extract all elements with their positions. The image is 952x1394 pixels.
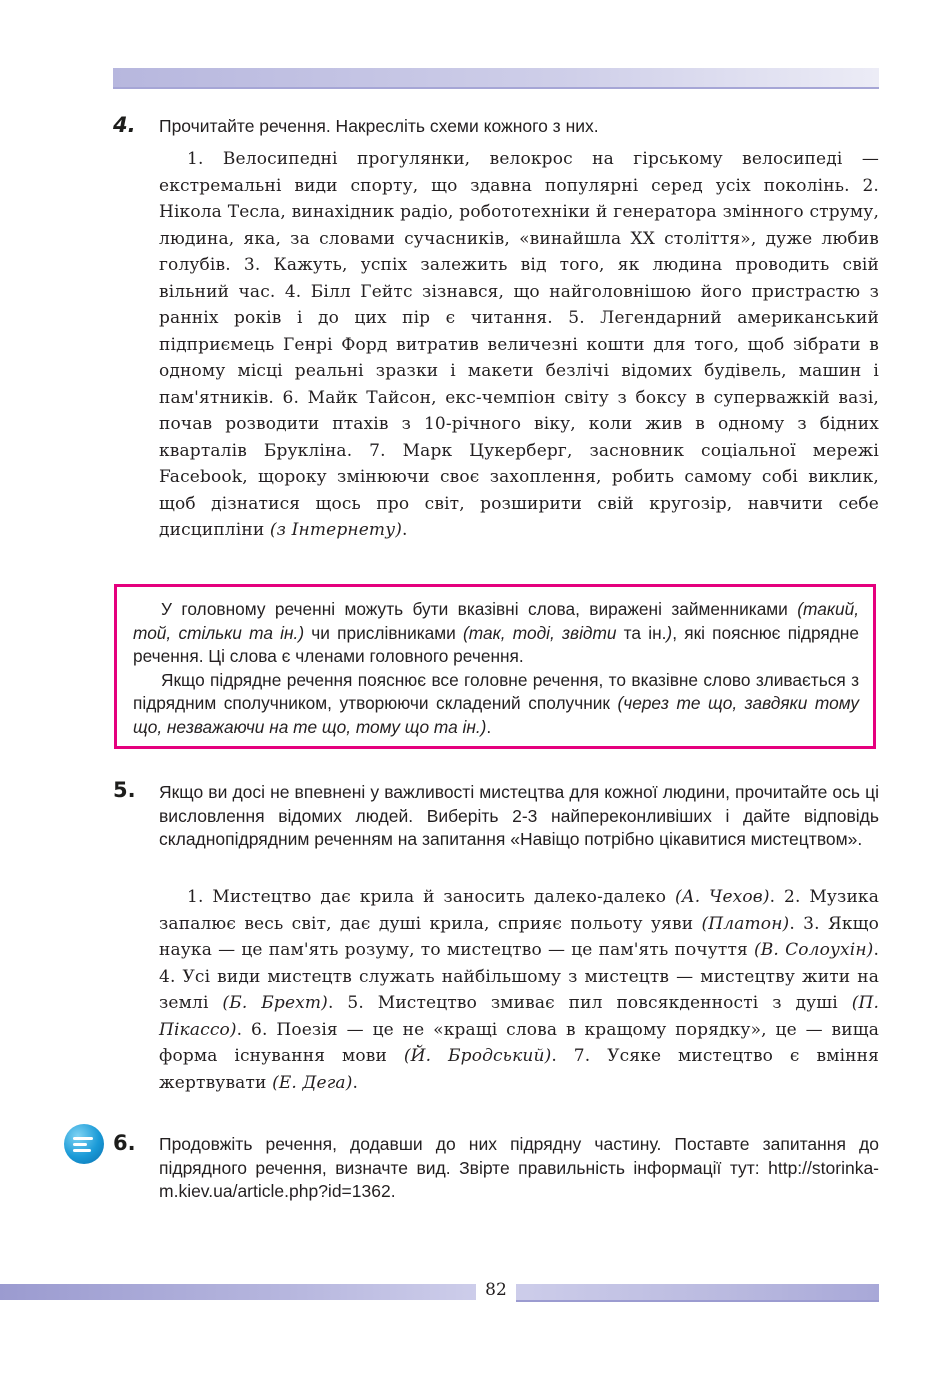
rule-text: та ін.: [616, 622, 667, 643]
quote-text: 1. Мистецтво дає крила й заносить далеко-далеко: [187, 887, 675, 907]
quote-text: . 5. Мистецтво змиває пил повсякденності з душі: [327, 993, 852, 1013]
exercise-4-instruction: Прочитайте речення. Накресліть схеми кожного з них.: [159, 116, 599, 136]
exercise-4-text: [159, 146, 879, 544]
quote-text: . 7. Усяке мистецтво є вміння жертвувати: [159, 1046, 879, 1093]
rule-text: чи прислівниками: [304, 622, 464, 643]
exercise-6-number: 6.: [113, 1131, 136, 1155]
exercise-6-instruction: Продовжіть речення, додавши до них підрядну частину. Поставте запитання до підрядного речення, визначте вид. Звірте правильність інформації тут: http://storinka-m.kiev.ua/article.php?id=1362.: [159, 1134, 879, 1201]
rule-example: (такий, той, стільки та ін.): [133, 599, 859, 643]
rule-text: , які пояснює підрядне речення. Ці слова є членами головного речення.: [133, 622, 859, 666]
quote-author: (Е. Дега): [272, 1072, 353, 1093]
exercise-4-number: 4.: [113, 113, 136, 137]
rule-paragraph-2: [133, 669, 859, 740]
rule-paragraph-1: [133, 598, 859, 669]
rule-text: У головному реченні можуть бути вказівні слова, виражені займенниками: [161, 599, 798, 619]
exercise-4-end: .: [401, 520, 408, 540]
quote-text: . 6. Поезія — це не «кращі слова в кращому порядку», це — вища форма існування мови: [159, 1019, 879, 1066]
footer-bar-left: [0, 1284, 476, 1300]
exercise-5-number: 5.: [113, 778, 136, 802]
rule-text: .: [486, 716, 492, 737]
exercise-4-source: (з Інтернету): [269, 520, 402, 540]
rule-example: (так, тоді, звідти: [463, 622, 617, 643]
header-decorative-bar: [113, 68, 879, 89]
rule-example: ): [666, 622, 673, 643]
quote-author: (Платон): [701, 913, 790, 934]
internet-resource-icon: [64, 1124, 104, 1164]
exercise-5-quotes: [159, 884, 879, 1096]
footer-bar-right: [516, 1284, 879, 1302]
quote-text: .: [352, 1072, 359, 1093]
exercise-5-instruction: Якщо ви досі не впевнені у важливості мистецтва для кожної людини, прочитайте ось ці висловлення відомих людей. Виберіть 2-3 найпереконливіших і дайте відповідь складнопідрядним реченням на запитання «Навіщо потрібно цікавитися мистецтвом».: [159, 782, 879, 849]
quote-text: . 2. Музика запалює весь світ, дає душі крила, сприяє польоту уяви: [159, 887, 879, 934]
quote-author: (П. Пікассо): [159, 993, 879, 1040]
quote-author: (Й. Бродський): [403, 1046, 552, 1066]
page-number: 82: [485, 1280, 507, 1300]
quote-text: . 4. Усі види мистецтв служать найбільшому з мистецтв — мистецтву жити на землі: [159, 940, 880, 1013]
quote-text: . 3. Якщо наука — це пам'ять розуму, то мистецтво — це пам'ять почуття: [159, 913, 879, 960]
quote-author: (А. Чехов): [675, 887, 770, 907]
rule-text: Якщо підрядне речення пояснює все головне речення, то вказівне слово зливається з підрядним сполучником, утворюючи складений сполучник: [133, 669, 859, 713]
quote-author: (В. Солоухін): [754, 940, 874, 960]
exercise-4-sentences: 1. Велосипедні прогулянки, велокрос на гірському велосипеді — екстремальні види спорту, що здавна популярні серед усіх поколінь. 2. Нікола Тесла, винахідник радіо, робототехніки й генератора змінного струму, людина, яка, за словами сучасників, «винайшла XX століття», дуже любив голубів. 3. Кажуть, успіх залежить від того, як людина проводить свій вільний час. 4. Білл Гейтс зізнався, що найголовнішою його пристрастю з ранніх років і до цих пір є читання. 5. Легендарний американський підприємець Генрі Форд витратив величезні кошти для того, щоб зібрати в одному місці реальні зразки і макети безлічі відомих будівель, машин і пам'ятників. 6. Майк Тайсон, екс-чемпіон світу з боксу в суперважкій вазі, почав розводити птахів з 10-річного віку, коли жив в одному з бідних кварталів Брукліна. 7. Марк Цукерберг, засновник соціальної мережі Facebook, щороку змінюючи своє захоплення, робить самому собі виклик, щоб дізнатися щось про світ, розширити свій кругозір, навчити себе дисципліни: [159, 149, 879, 540]
quote-author: (Б. Брехт): [222, 993, 328, 1013]
rule-example: (через те що, завдяки тому що, незважаючи на те що, тому що та ін.): [133, 693, 859, 737]
grammar-rule-box: [114, 584, 876, 749]
